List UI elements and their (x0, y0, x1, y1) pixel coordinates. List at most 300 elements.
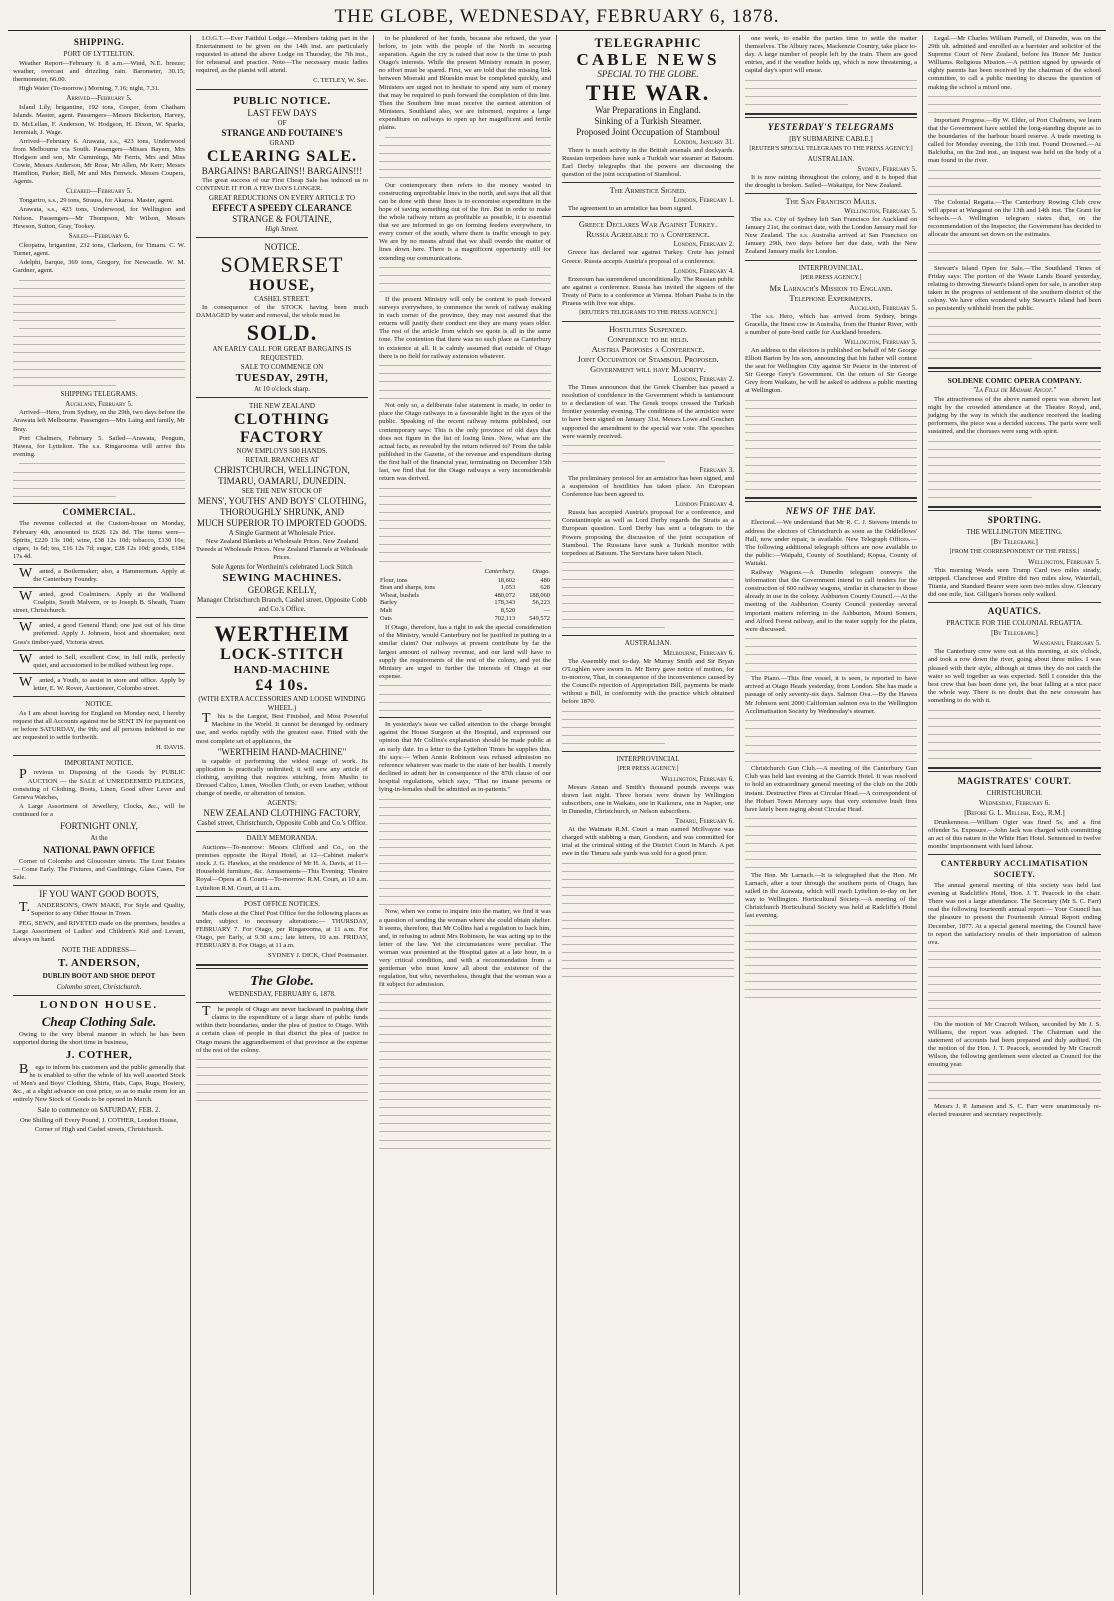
text-line (562, 957, 734, 965)
text-line (928, 191, 1101, 199)
note-address: NOTE THE ADDRESS— (61, 945, 137, 954)
wanted-ad: Wanted, good Coalminers. Apply at the Wallsend Coalpits, South Malvern, or to Joseph B. Sheath, Tuam street, Christchurch. (13, 589, 185, 615)
text-line (928, 109, 1101, 117)
text-line (379, 1071, 551, 1079)
divider (196, 1002, 368, 1003)
text-line (562, 624, 734, 632)
text-line (928, 355, 1101, 363)
text-line (928, 964, 1101, 972)
pawn-office-name: NATIONAL PAWN OFFICE (43, 845, 155, 856)
memoranda-heading: DAILY MEMORANDA. (246, 834, 318, 843)
table-row (379, 607, 551, 615)
table-cell: — (543, 607, 550, 615)
text-line (196, 1096, 368, 1104)
table-row (379, 615, 551, 623)
text-line (745, 413, 917, 421)
before-label: [Before G. L. Mellish, Esq., R.M.] (964, 808, 1065, 817)
text-line (745, 635, 917, 643)
text-line (379, 690, 551, 698)
text-line (379, 508, 551, 516)
opera-subheading: "La Fille de Madame Angot." (972, 385, 1057, 394)
text-line (745, 741, 917, 749)
mens-line: MENS', YOUTHS' AND BOYS' CLOTHING, THOROUGHLY SHRUNK, AND (197, 495, 367, 517)
column-6 (923, 35, 1106, 1595)
divider (13, 755, 185, 756)
editorial-body: The people of Otago are never backward in pushing their claims to the expenditure of a large share of public funds within their boundaries, under the plea of justice to Otago. With a certain class of people in that district the plea of justice to Otago means the aggrandisement of that province at the expense of the rest of the colony. (196, 1004, 368, 1054)
text-line (562, 876, 734, 884)
text-line (379, 1136, 551, 1144)
lodge-notice: I.O.G.T.—Ever Faithful Lodge.—Members taking part in the Entertainment to be given on the 14th inst. are particularly requested to attend the above Lodge on Thursday, the 7th inst., for rehearsal and practice. Note—The necessary music ladies required, as the pianist will attend. (196, 35, 368, 75)
table-cell: 480,072 (494, 591, 516, 599)
divider (928, 854, 1101, 855)
column-5 (740, 35, 923, 1595)
anderson-street: Colombo street, Christchurch. (56, 982, 142, 991)
table-header-cell: Otago. (532, 568, 550, 576)
text-line (379, 557, 551, 565)
text-line (13, 381, 185, 389)
text-line (379, 1079, 551, 1087)
text-line (379, 836, 551, 844)
text-line (379, 884, 551, 892)
text-line (379, 803, 551, 811)
news-item: Electoral.—We understand that Mr R. C. J. Stevens intends to address the electors of Christchurch as soon as the Oddfellows' Hall, now under repair, is available. New Telegraph Offices.—The following additional telegraph offices are now available to the public:—Waipahi, County of Southland; Kopua, County of Waitaki. (745, 519, 917, 567)
text-line (928, 347, 1101, 355)
cleared-entry: Tongariro, s.s., 29 tons, Strauss, for Akaroa. Master, agent. (19, 197, 174, 205)
cable-entry: The agreement to an armistice has been signed. (568, 205, 693, 213)
text-line (562, 715, 734, 723)
text-line (379, 868, 551, 876)
news-item: Legal.—Mr Charles William Purnell, of Dunedin, was on the 29th ult. admitted and enrolled as a barrister and solicitor of the Supreme Court of New Zealand, before his Honor Mr Justice Williams. Religious Mission.—A petition signed by upwards of eighty parents has been received by the chairman of the school committee, to call a public meeting to discuss the question of making the school a mixed one. (928, 35, 1101, 91)
strange-signature: STRANGE & FOUTAINE, (232, 213, 332, 224)
anderson-firm: DUBLIN BOOT AND SHOE DEPOT (42, 971, 156, 980)
text-line (379, 525, 551, 533)
see-stock: SEE THE NEW STOCK OF (241, 486, 323, 495)
cashel-street: CASHEL STREET. (254, 294, 310, 303)
notice-heading: NOTICE. (85, 700, 113, 708)
table-row (379, 577, 551, 585)
interprovincial-heading: INTERPROVINCIAL (616, 754, 680, 763)
nz-heading: THE NEW ZEALAND (249, 401, 315, 410)
australian-heading: AUSTRALIAN. (807, 154, 855, 163)
divider (928, 602, 1101, 603)
text-line (928, 948, 1101, 956)
arrived-entry: Arrived—February 6. Arawata, s.s., 423 tons, Underwood from Melbourne via South. Passengers—Misses Bayers, Mrs Hodgson and son, Mr Cummings, Mr Ferris, Mrs and Miss Cowie, Messrs Anderson, Mr Rose, Mr Allen, Mr Kerr; Messrs Hamilton, Parker, Bell, Mr and Mrs Fenwick. Messrs Coupers, Agents. (13, 137, 185, 186)
text-line (928, 730, 1101, 738)
text-line (928, 478, 1101, 486)
column-1 (8, 35, 191, 1595)
text-line (745, 855, 917, 863)
wertheim-quote: "WERTHEIM HAND-MACHINE" (217, 746, 347, 757)
telegram-entry: The s.s. Hero, which has arrived from Sydney, brings Gracella, the finest cow in Australia, from the Hunter River, with a number of pure-bred cattle for Auckland breeders. (745, 312, 917, 336)
divider (745, 113, 917, 118)
text-line (745, 815, 917, 823)
text-line (196, 1072, 368, 1080)
text-line (928, 746, 1101, 754)
table-cell: 178,343 (494, 599, 516, 607)
bargains-line: BARGAINS! BARGAINS!! BARGAINS!!! (201, 165, 363, 176)
by-telegraph-label: [By Telegraph.] (991, 537, 1038, 546)
text-line (13, 476, 185, 484)
text-line (379, 811, 551, 819)
editorial-body: Our contemporary then refers to the money wasted in constructing unprofitable lines in the north, and says that all that can be done with these lines is to economise expenditure in the hope of saving something out of the fire. But in order to make the whole railway return as profitable as possible, it is essential that we are informed to go on forming feeders everywhere, in every corner of the south, where there is traffic enough to pay. We are by no means afraid that we shall overdo the matter of lines down here. There is a magnificent opportunity still for extending our communications. (379, 181, 551, 262)
correspondent-label: [FROM THE CORRESPONDENT OF THE PRESS.] (949, 548, 1080, 555)
dateline: Wednesday, February 6. (978, 798, 1051, 807)
table-cell: 188,060 (529, 591, 550, 599)
text-line (928, 1070, 1101, 1078)
superior-line: MUCH SUPERIOR TO IMPORTED GOODS. (197, 517, 367, 528)
telegram-entry: The s.s. City of Sydney left San Francisco for Auckland on January 21st, the contract date, with the London January mail for New Zealand. The s.s. Australia arrived at San Francisco on January 29th, two days before her due date, with the New Zealand January mails for London. (745, 216, 917, 256)
text-line (745, 863, 917, 871)
text-line (562, 973, 734, 981)
text-line (562, 948, 734, 956)
text-line (928, 1086, 1101, 1094)
globe-heading: The Globe. (250, 974, 314, 990)
special-to-globe: SPECIAL TO THE GLOBE. (597, 69, 699, 79)
telephone-heading: Telephone Experiments. (789, 292, 873, 303)
text-line (13, 317, 185, 325)
text-line (379, 1096, 551, 1104)
text-line (928, 1004, 1101, 1012)
divider (562, 751, 734, 752)
table-cell: 8,520 (500, 607, 516, 615)
text-line (379, 541, 551, 549)
high-water: High Water (To-morrow.) Morning, 7.16; night, 7.31. (19, 85, 160, 93)
press-agency-label: [PER PRESS AGENCY.] (617, 765, 679, 772)
text-line (379, 492, 551, 500)
table-cell: Wheat, bushels (380, 591, 420, 599)
text-line (562, 707, 734, 715)
table-cell: Barley (380, 599, 398, 607)
divider (928, 367, 1101, 372)
wertheim-title: WERTHEIM (214, 621, 350, 647)
text-line (745, 643, 917, 651)
divider (13, 618, 185, 619)
text-line (745, 970, 917, 978)
wanted-ad: Wanted, a good General Hand; one just out of his time preferred. Apply J. Johnson, boot and shoemaker, next Goss's timber-yard, Victoria street. (13, 620, 185, 646)
text-line (379, 549, 551, 557)
cother-name: J. COTHER, (65, 1048, 133, 1061)
text-line (745, 667, 917, 675)
christchurch-heading: CHRISTCHURCH. (986, 788, 1043, 797)
text-line (379, 1039, 551, 1047)
column-2 (191, 35, 374, 1595)
russia-heading: Russia Agreeable to a Conference. (586, 229, 710, 240)
text-line (562, 723, 734, 731)
table-cell: 56,223 (532, 599, 550, 607)
text-line (379, 517, 551, 525)
austria-heading: Austria Proposes a Conference. (591, 344, 705, 355)
text-line (928, 322, 1101, 330)
wellington-meeting-heading: THE WELLINGTON MEETING. (966, 527, 1063, 536)
larnach-heading: Mr Larnach's Mission to England. (769, 282, 893, 293)
table-cell: 628 (540, 584, 550, 592)
cable-entry: There is much activity in the British arsenals and dockyards. Russian torpedoes have sunk a Turkish war steamer at Batoum. Earl Derby telegraphs that the powers are discussing the question of the joint occupation of Stamboul. (562, 147, 734, 179)
divider (928, 506, 1101, 511)
text-line (379, 1047, 551, 1055)
with-extra: (WITH EXTRA ACCESSORIES AND LOOSE WINDING WHEEL.) (198, 695, 366, 713)
dateline: Wellington, February 5. (844, 207, 917, 216)
sailed-entry: Adelphi, barque, 369 tons, Gregory, for Newcastle. W. M. Gardner, agent. (13, 258, 185, 274)
columns (8, 35, 1106, 1595)
text-line (928, 470, 1101, 478)
wanted-ad: Wanted, a Youth, to assist in store and office. Apply by letter, E. W. Rover, Auctioneer, Colombo street. (19, 674, 185, 692)
telegram-entry: Port Chalmers, February 5. Sailed—Arawata, Penguin, Hawea, for Lyttelton. The s.s. Ringarooma will arrive this evening. (13, 434, 185, 458)
cleared-entry: Arawata, s.s., 423 tons, Underwood, for Wellington and Nelson. Passengers—Mr Thompson, Mr Wilson, Messrs Hewson, Sutton, Gray, Tookey. (13, 206, 185, 230)
text-line (745, 485, 917, 493)
branches-line: CHRISTCHURCH, WELLINGTON, TIMARU, OAMARU, DUNEDIN. (214, 464, 350, 486)
divider (928, 767, 1101, 772)
press-agency-label: [PER PRESS AGENCY.] (800, 274, 862, 281)
agents-address: Cashel street, Christchurch, Opposite Cobb and Co.'s Office. (196, 819, 368, 828)
london-house-title: LONDON HOUSE. (39, 998, 159, 1011)
reuter-label: [REUTER'S SPECIAL TELEGRAMS TO THE PRESS AGENCY.] (749, 145, 913, 152)
text-line (745, 437, 917, 445)
sewing-machines-title: SEWING MACHINES. (222, 572, 342, 585)
sinking-steamer: Sinking of a Turkish Steamer. (594, 116, 702, 126)
dateline: Wellington, February 5. (844, 337, 917, 346)
cable-news-title: CABLE NEWS (576, 50, 720, 69)
provincial-entry: Messrs Annan and Smith's thousand pounds sweeps was drawn last night. Three horses were drawn by Wellington subscribers, one in Waikato, one in Kaikoura, one in Napier, one in Dunedin, Christchurch, or Nelson subscribers. (562, 783, 734, 815)
text-line (379, 378, 551, 386)
text-line (745, 962, 917, 970)
lodge-signature: C. TETLEY, W. Sec. (313, 77, 368, 85)
editorial-body: to be plundered of her funds, because she refused, the year before, to join with the people of the North in securing separation. Again the cry is raised that now is the time to push Otago's interests. While the present Ministry remain in power, no effort must be spared. First, we are told that the missing link between Moeraki and Blueskin must be completed quickly, and Ministers are urged not to hesitate to spend any sum of money that may be required to push forward the completion of this line. Then the Southern line must receive the earnest attention of Ministers. Southland also, we are informed, requires a large expenditure on railways to open up her magnificent and fertile plains. (379, 35, 551, 132)
reuter-heading: [REUTER'S TELEGRAMS TO THE PRESS AGENCY.] (579, 310, 717, 317)
text-line (562, 965, 734, 973)
text-line (745, 937, 917, 945)
divider (13, 564, 185, 565)
clothing-factory-title: CLOTHING FACTORY (233, 410, 330, 446)
text-line (379, 900, 551, 908)
text-line (13, 365, 185, 373)
table-cell: 1,053 (500, 584, 516, 592)
text-line (379, 795, 551, 803)
news-item: Important Progress.—By W. Elder, of Port Chalmers, we learn that the Government have settled the long-standing dispute as to the boundaries of the harbour board reserve. A trade meeting is called for Monday evening, the 11th inst. Found Drowned.—At Balclutha, on the 2nd inst., an inquest was held on the body of a man found in the river. (928, 116, 1101, 165)
text-line (13, 484, 185, 492)
sailed-heading: Sailed—February 6. (68, 231, 130, 240)
dateline: Auckland, February 5. (65, 400, 133, 409)
divider (745, 193, 917, 194)
dateline: London, January 31. (673, 138, 734, 146)
text-line (379, 1088, 551, 1096)
shipping-heading: SHIPPING. (73, 37, 125, 47)
text-line (379, 892, 551, 900)
regatta-heading: PRACTICE FOR THE COLONIAL REGATTA. (946, 619, 1083, 628)
text-line (928, 1094, 1101, 1102)
text-line (928, 1078, 1101, 1086)
text-line (745, 986, 917, 994)
wanted-ad: Wanted to Sell, excellent Cow, in full milk, perfectly quiet, and accustomed to be milked without leg rope. (19, 651, 185, 669)
joint-heading: Joint Occupation of Stamboul Proposed. (577, 354, 719, 365)
text-line (196, 1064, 368, 1072)
arrived-entry: Island Lily, brigantine, 192 tons, Cooper, from Chatham Islands. Master, agent. Passengers—Messrs Bickerton, Harvey, D. McLellan, F. Anderson, W. Hodgson, H. Dixon, W. Sparks, Jeremiah, J. Wage. (13, 104, 185, 136)
text-line (928, 183, 1101, 191)
text-line (379, 1128, 551, 1136)
cother-signature: One Shilling off Every Pound, J. COTHER, London House, Corner of High and Cashel streets, Christchurch. (19, 1117, 179, 1133)
text-line (379, 1007, 551, 1015)
dateline: Wellington, February 6. (661, 774, 734, 783)
post-office-signature: SYDNEY J. DICK, Chief Postmaster. (268, 952, 368, 960)
text-line (745, 453, 917, 461)
speedy-clearance: EFFECT A SPEEDY CLEARANCE (212, 202, 352, 213)
text-line (379, 133, 551, 141)
text-line (379, 484, 551, 492)
arrived-heading: Arrived—February 5. (66, 94, 132, 103)
text-line (13, 373, 185, 381)
text-line (745, 945, 917, 953)
conference-heading: Conference to be held. (607, 334, 689, 345)
house-title: HOUSE, (248, 276, 315, 294)
table-row (379, 592, 551, 600)
cother-sale: Sale to commence on SATURDAY, FEB. 2. (37, 1106, 161, 1115)
text-line (928, 338, 1101, 346)
text-line (562, 868, 734, 876)
text-line (379, 876, 551, 884)
telegraphic-header (562, 35, 734, 138)
clearing-sale-title: CLEARING SALE. (206, 147, 358, 165)
boots-heading: IF YOU WANT GOOD BOOTS, (39, 889, 159, 900)
hand-machine-title: HAND-MACHINE (233, 664, 331, 677)
text-line (745, 757, 917, 765)
text-line (379, 819, 551, 827)
text-line (562, 940, 734, 948)
post-office-heading: POST OFFICE NOTICES. (244, 899, 320, 908)
sf-mails-heading: The San Francisco Mails. (785, 196, 877, 207)
text-line (379, 1031, 551, 1039)
commercial-entry: The revenue collected at the Custom-house on Monday, February 4th, amounted to £626 12s 8d. The items were—Spirits, £220 13s 10d; wine, £38 12s 10d; tobacco, £130 16s; cigars, 1s 6d; tea, £16 12s 7d; sugar, £28 12s 10d; goods, £184 17s 4d. (13, 520, 185, 560)
text-line (13, 308, 185, 316)
dateline: London, February 2. (673, 240, 734, 249)
divider (745, 497, 917, 502)
somerset-body: In consequence of the STOCK having been much DAMAGED by water and removal, the whole must be (196, 303, 368, 319)
text-line (745, 994, 917, 1002)
text-line (379, 1015, 551, 1023)
column-4 (557, 35, 740, 1595)
text-line (13, 357, 185, 365)
cheap-clothing-title: Cheap Clothing Sale. (41, 1013, 157, 1029)
cable-entry: The Assembly met to-day. Mr Murray Smith and Sir Bryan O'Loghlen were sworn in. Mr Berry gave notice of motion, for to-morrow, That, in consequence of the inconvenience caused by the Council's rejection of Appropriation Bill, payments be made without a Bill, in conformity with the practice which obtained before 1870. (562, 657, 734, 706)
text-line (379, 860, 551, 868)
text-line (562, 599, 734, 607)
text-line (928, 101, 1101, 109)
text-line (379, 1055, 551, 1063)
sporting-heading: SPORTING. (987, 514, 1042, 525)
sold-title: SOLD. (246, 319, 318, 345)
kelly-name: GEORGE KELLY, (247, 585, 317, 596)
text-line (928, 956, 1101, 964)
text-line (562, 732, 734, 740)
editorial-body: Not only so, a deliberate false statement is made, in order to place the Otago railways in a favourable light in the eyes of the public. Speaking of the recent railway returns published, our contemporary says: This is the only province of old days that does not figure in the list of losing lines. Now, what are the actual facts, as revealed by the return referred to? From the table published in the Gazette, of the revenue and expenditure during the first half of the financial year, terminating on December 15th last, we find that for the Otago railways a very inconsiderable return was derived. (379, 402, 551, 483)
war-preparations: War Preparations in England. (595, 105, 701, 115)
divider (562, 635, 734, 636)
cleared-heading: Cleared—February 5. (66, 187, 132, 196)
telegram-entry: An address to the electors is published on behalf of Mr George Elliott Barton by his son, announcing that his father will contest the seat for Wellington City against Sir Pearce in the interest of Sir George Grey's Government. On the return of Sir George Grey from Waikato, he will be asked to address a public meeting at Wellington. (745, 346, 917, 395)
divider (196, 89, 368, 90)
table-cell: Flour, tons (380, 576, 408, 584)
text-line (745, 461, 917, 469)
table-header-row (379, 567, 551, 577)
text-line (745, 847, 917, 855)
armistice-heading: The Armistice Signed. (609, 185, 687, 196)
divider (13, 587, 185, 588)
important-notice-body: A Large Assortment of Jewellery, Clocks, &c., will be continued for a (13, 802, 185, 818)
hostilities-heading: Hostilities Suspended. (608, 324, 688, 335)
cheap-clothing-body: Owing to the very liberal manner in which he has been supported during the short time in business, (13, 1030, 185, 1046)
pawn-office-address: Corner of Colombo and Gloucester streets. The Lost Estates — Come Early. The Fixtures, and Gasfittings, Glass Cases, For Sale. (13, 858, 185, 882)
text-line (928, 988, 1101, 996)
interprovincial-heading: INTERPROVINCIAL. (798, 263, 864, 272)
telegram-entry: Arrived—Hero, from Sydney, on the 29th, two days before the Arawata left Melbourne. Passengers—Mrs Laing and family, Mr Bray. (13, 409, 185, 433)
text-line (562, 450, 734, 458)
text-line (379, 844, 551, 852)
shipping-telegrams-heading: SHIPPING TELEGRAMS. (60, 390, 138, 399)
text-line (379, 264, 551, 272)
dateline: London February 4. (675, 500, 734, 509)
text-line (928, 486, 1101, 494)
wertheim-ad (196, 620, 368, 832)
text-line (562, 859, 734, 867)
telegraphic-title: TELEGRAPHIC (594, 35, 702, 50)
divider (13, 885, 185, 886)
provincial-entry: one week, to enable the parties time to settle the matter themselves. The Albury races, Mackenzie Country, take place to-day. A large number of people left by the train. There are good entries, and if the weather holds up, which is now threatening, a capital day's sport will ensue. (745, 35, 917, 75)
post-office-body: Mails close at the Chief Post Office for the following places as under, subject to necessary alterations:— THURSDAY, FEBRUARY 7. For Otago, per Ringarooma, at 11 a.m. For Otago, per Early, at 9.30 a.m.; late letters, 10 a.m. FRIDAY, FEBRUARY 8. For Otago, at 11 a.m. (196, 909, 368, 949)
strange-body: The great success of our First Cheap Sale has induced us to CONTINUE IT FOR A FEW DAYS LONGER. (196, 176, 368, 192)
editorial-body: If the present Ministry will only be content to push forward surveys everywhere, to commence the work of railway making in each corner of the province, they may rest assured that the returns will justify their conduct ere they are many years older. The rest of the article from which we quote is all in the same tone. The contention that there was no such place as Canterbury in existence at all. It is calmly assumed that outside of Otago there is no field for railway extension whatever. (379, 296, 551, 360)
text-line (379, 500, 551, 508)
divider (196, 964, 368, 969)
dateline: Wanganui, February 5. (1033, 639, 1101, 648)
text-line (928, 257, 1101, 265)
text-line (562, 908, 734, 916)
text-line (745, 717, 917, 725)
news-of-the-day-heading: NEWS OF THE DAY. (785, 506, 877, 517)
great-reductions: GREAT REDUCTIONS ON EVERY ARTICLE TO (208, 193, 356, 202)
text-line (379, 166, 551, 174)
text-line (745, 421, 917, 429)
last-days: LAST FEW DAYS (247, 107, 317, 118)
text-line (379, 998, 551, 1006)
editorial-body: Now, when we come to inquire into the matter, we find it was a question of sending the woman where she could obtain shelter. It seems, therefore, that Mr Collins had a regulation to back him, and, in refusing to admit Mrs Robinson, he was acting up to the letter of the law. Yet the circumstances were peculiar. The woman was presented at the Hospital gates at a late hour, in a very critical condition, and with a recommendation from a gentleman who must know all about the existence of the regulation, but who, nevertheless, thought that the woman was a fit subject for admission. (379, 908, 551, 989)
public-notice-title: PUBLIC NOTICE. (233, 94, 331, 107)
text-line (379, 533, 551, 541)
text-line (745, 953, 917, 961)
text-line (928, 167, 1101, 175)
text-line (379, 828, 551, 836)
text-line (745, 929, 917, 937)
text-line (379, 682, 551, 690)
text-line (379, 990, 551, 998)
text-line (928, 93, 1101, 101)
text-line (562, 583, 734, 591)
weather-report: Weather Report—February 6. 8 a.m.—Wind, N.E. breeze; weather, overcast and drizzling rain. Barometer, 30.15; thermometer, 66.00. (13, 60, 185, 84)
text-line (745, 921, 917, 929)
text-line (928, 248, 1101, 256)
fortnight-only: FORTNIGHT ONLY, (60, 821, 138, 832)
text-line (13, 492, 185, 500)
boots-body: PEG, SEWN, and RIVETED made on the premises, besides a Large Assortment of Ladies' and Children's Kid and Levant, always on hand. (13, 919, 185, 943)
text-line (745, 725, 917, 733)
text-line (562, 591, 734, 599)
acclimatisation-report: On the motion of Mr Cracroft Wilson, seconded by Mr J. S. Williams, the report was adopted. The Chairman said the statement of accounts had been prepared and duly audited. On the motion of the Hon. J. T. Peacock, seconded by Mr Cracroft Wilson, the following gentlemen were elected as Council for the ensuing year. (928, 1020, 1101, 1069)
the-war-title: THE WAR. (585, 80, 711, 105)
table-header-cell (379, 567, 466, 577)
globe-date: WEDNESDAY, FEBRUARY 6, 1878. (228, 990, 336, 999)
divider (13, 696, 185, 697)
text-line (379, 1144, 551, 1152)
strange-foutaine-title: STRANGE AND FOUTAINE'S (221, 127, 343, 138)
divider (196, 896, 368, 897)
opera-heading: SOLDENE COMIC OPERA COMPANY. (947, 375, 1082, 385)
